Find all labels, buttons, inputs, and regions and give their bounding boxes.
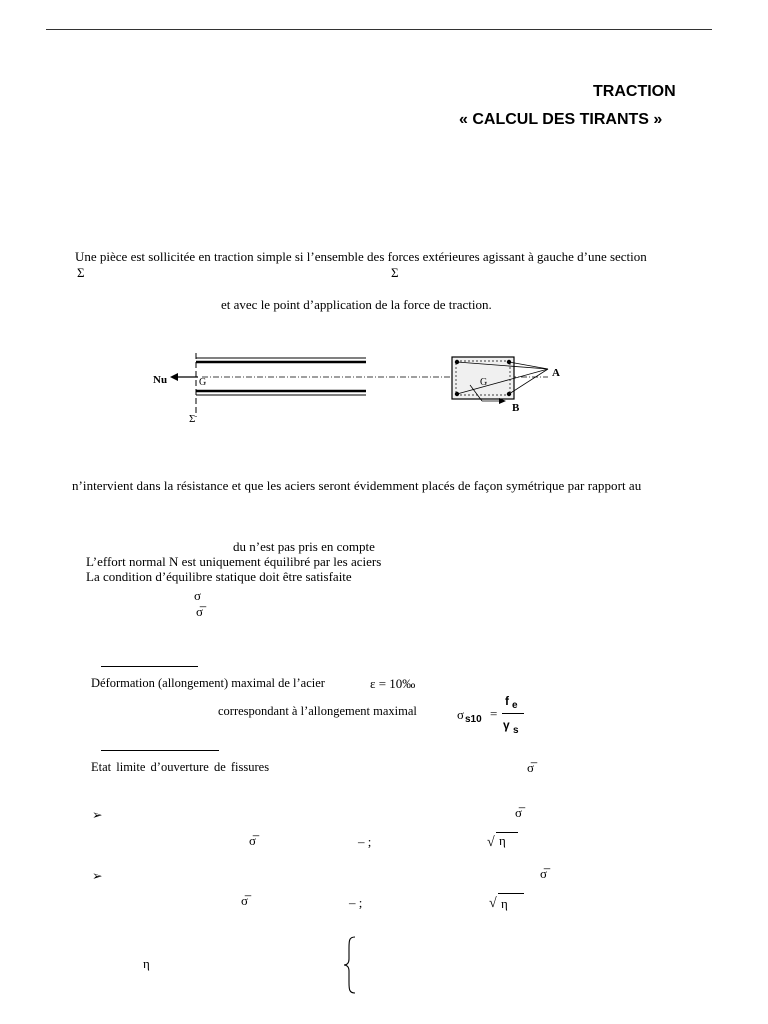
intro-sigma-a: Σ (77, 265, 85, 280)
hypothesis-sigma1: σ (194, 588, 202, 603)
b2-eta: η (501, 896, 508, 911)
b2-sigma-right: σ̅ (540, 866, 548, 881)
els-heading-underline (101, 750, 219, 751)
sigma-s10-subscript: s10 (465, 714, 482, 725)
hypothesis-1: du n’est pas pris en compte (233, 539, 375, 554)
hypothesis-2: L’effort normal N est uniquement équilibré par les aciers (86, 554, 382, 569)
b2-dash: – ; (349, 895, 363, 910)
page-title: TRACTION (593, 83, 676, 100)
force-label: Nu (153, 374, 168, 386)
b2-sqrt (489, 893, 525, 915)
eta-label: η (143, 956, 150, 971)
center-label-right: G (480, 377, 488, 388)
sqrt-bar (498, 893, 524, 894)
sigma-s10-symbol: σ (457, 707, 465, 722)
tie-rod-figure (140, 345, 580, 425)
top-rule (46, 29, 712, 30)
b1-sigma-right: σ̅ (515, 805, 523, 820)
section-label: Σ (189, 413, 196, 425)
frac-denominator-sub: s (513, 725, 519, 736)
hypothesis-3: La condition d’équilibre statique doit être satisfaite (86, 569, 352, 584)
force-arrowhead (170, 373, 178, 381)
b1-dash: – ; (358, 834, 372, 849)
b2-sigma: σ̅ (241, 893, 249, 908)
equals-sign: = (490, 706, 498, 721)
bullet-arrow-icon: ➢ (92, 808, 103, 822)
elu-deformation: Déformation (allongement) maximal de l’acier (91, 676, 325, 690)
els-etat: Etat limite d’ouverture de fissures (91, 760, 270, 774)
intro-sigma-b: Σ (391, 265, 399, 280)
curly-brace-icon (343, 936, 359, 994)
elu-heading-underline (101, 666, 198, 667)
frac-numerator: f (505, 694, 509, 708)
b1-sqrt (487, 832, 519, 852)
els-sigma-right: σ̅ (527, 760, 535, 775)
label-a: A (552, 367, 560, 379)
frac-numerator-sub: e (512, 700, 518, 711)
fraction-bar (502, 713, 524, 714)
frac-denominator: γ (503, 718, 510, 732)
sqrt-icon: √ (487, 835, 495, 850)
intro-line1: Une pièce est sollicitée en traction simple si l’ensemble des forces extérieures agissant à gauche d’une section (75, 249, 647, 264)
intro-line3: et avec le point d’application de la force de traction. (221, 297, 492, 312)
leader-a (509, 362, 548, 369)
label-b: B (512, 402, 520, 414)
b1-eta: η (499, 833, 506, 848)
elu-epsilon: ε = 10‰ (370, 676, 416, 691)
paragraph2-line1: n’intervient dans la résistance et que les aciers seront évidemment placés de façon symétrique par rapport au (72, 478, 642, 493)
elu-correspondant: correspondant à l’allongement maximal (218, 704, 417, 718)
b1-sigma: σ̅ (249, 833, 257, 848)
leader-a (509, 369, 548, 394)
hypothesis-sigma2: σ̅ (196, 604, 204, 619)
sqrt-icon: √ (489, 896, 497, 911)
page-subtitle: « CALCUL DES TIRANTS » (459, 111, 663, 128)
bullet-arrow-icon: ➢ (92, 869, 103, 883)
center-label-left: G (199, 377, 207, 388)
